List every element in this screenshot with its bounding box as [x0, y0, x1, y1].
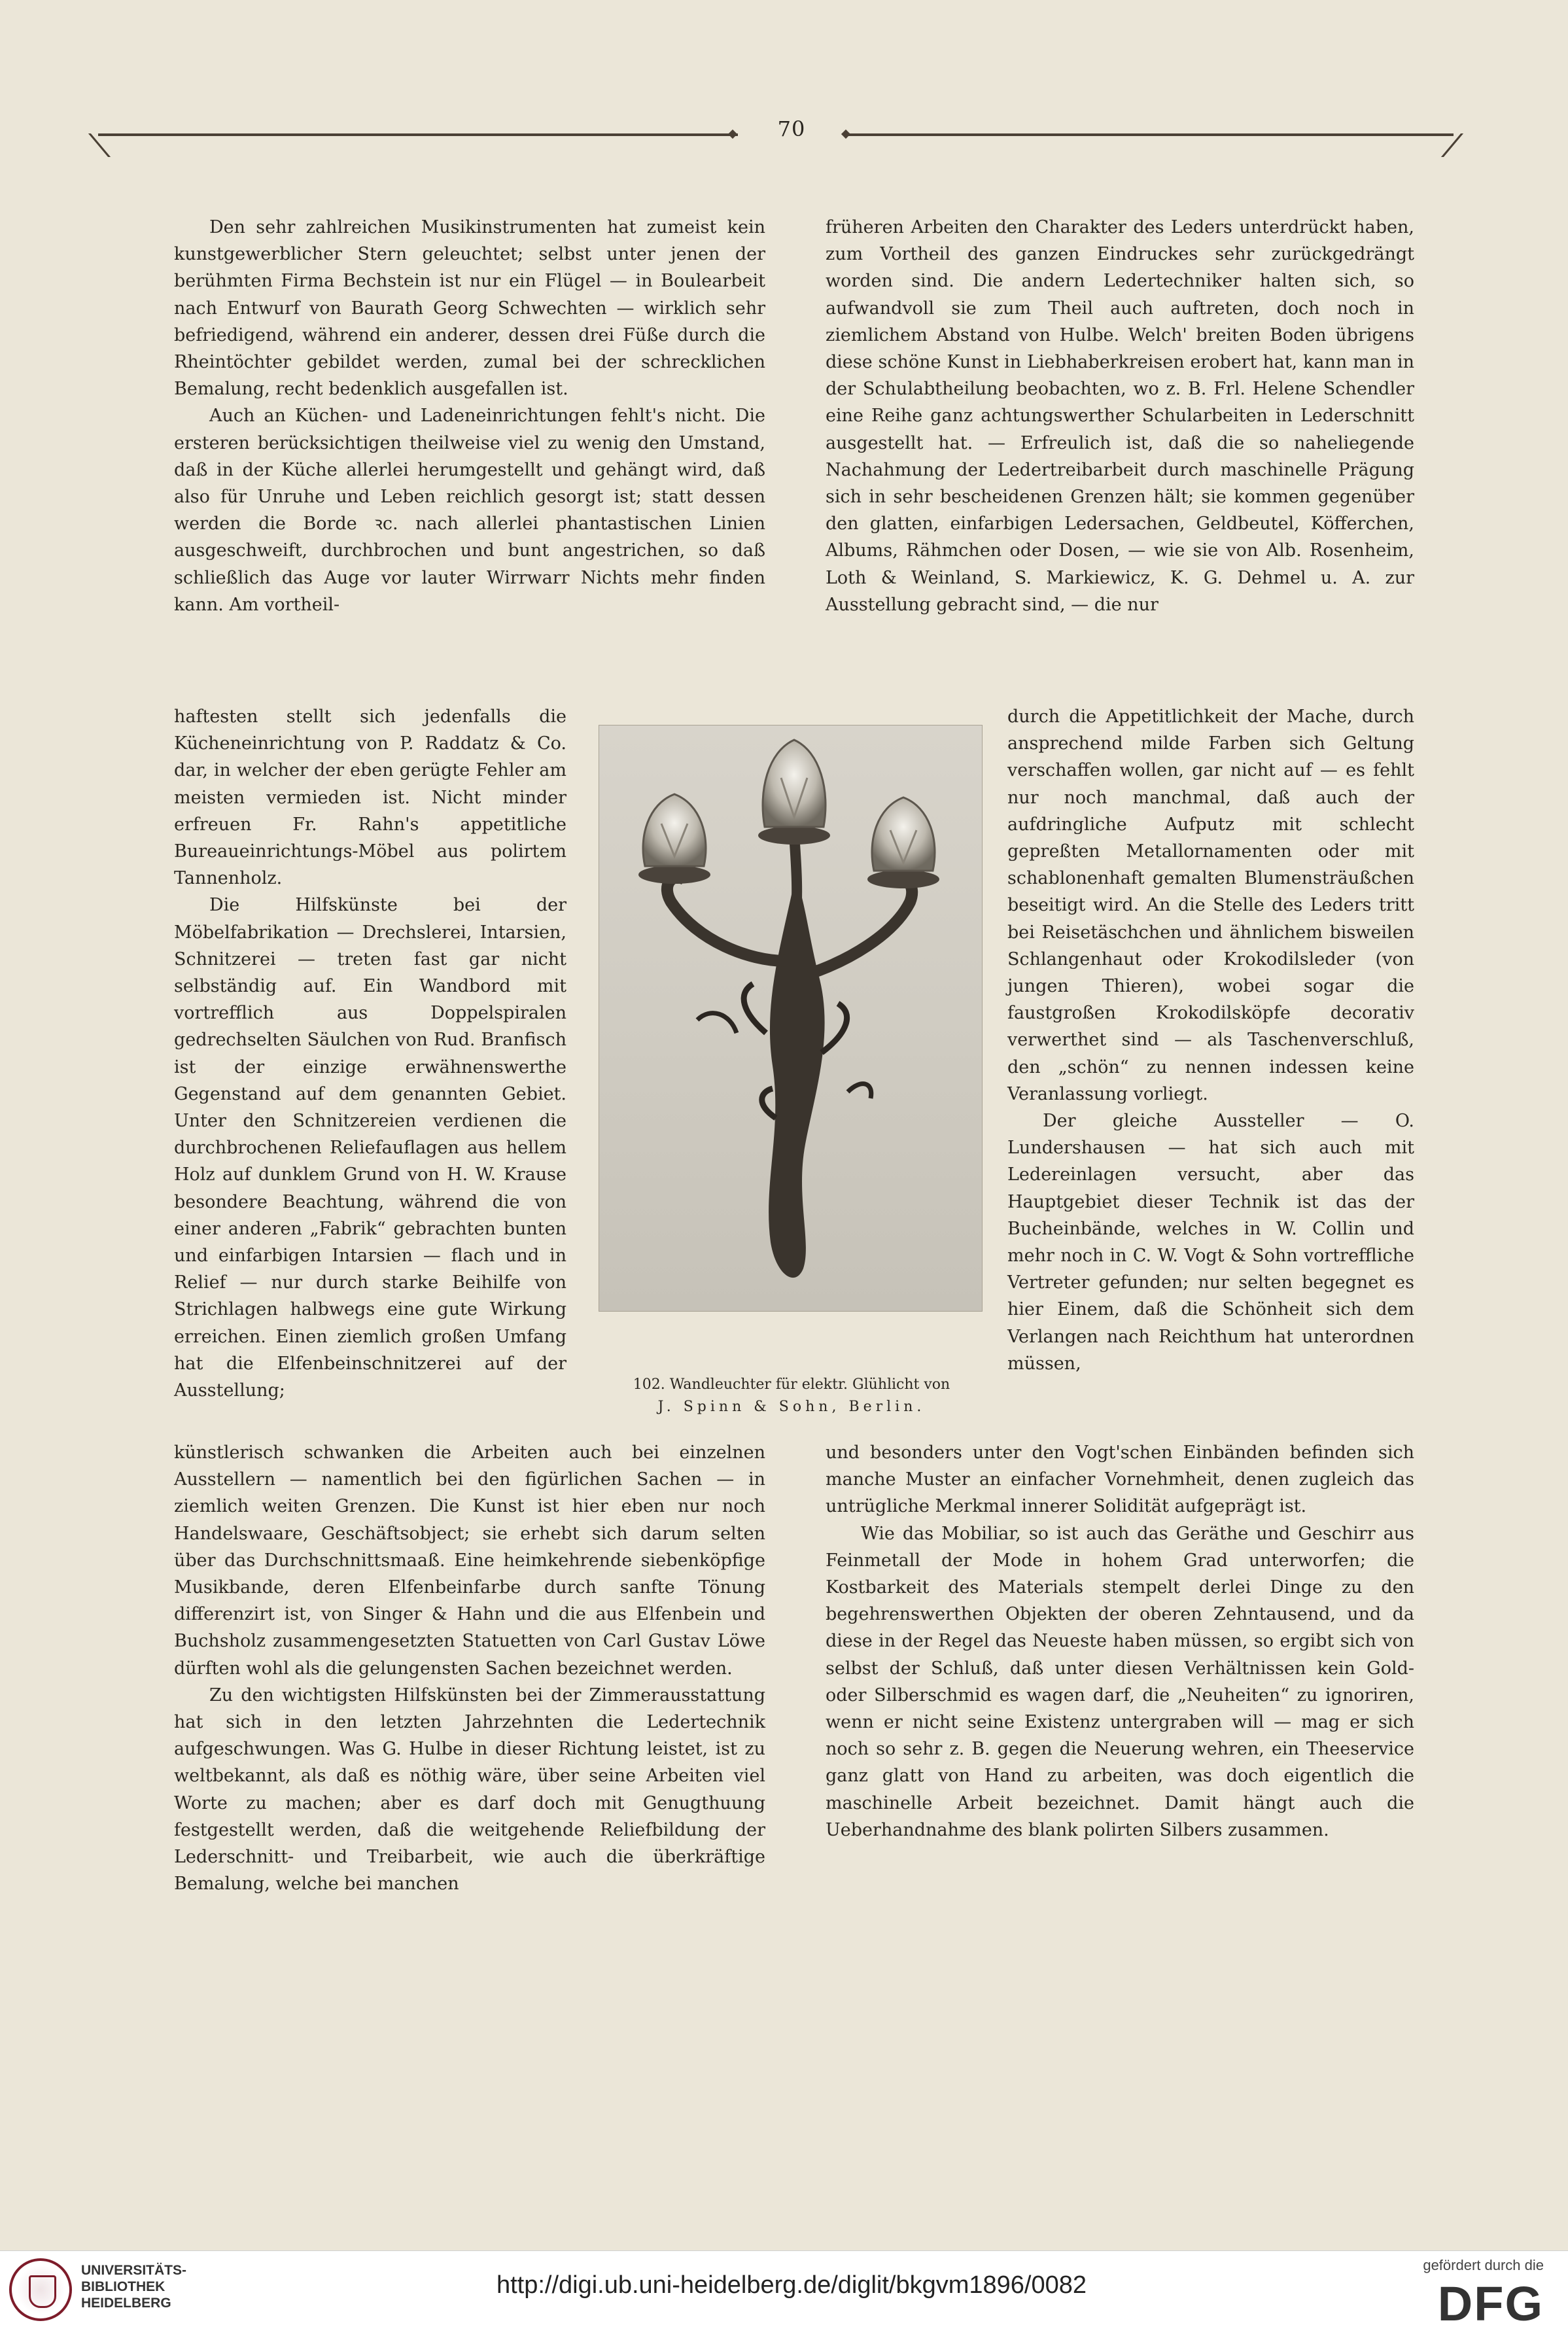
dfg-logo: DFG [1437, 2277, 1544, 2331]
header-ornament-right [841, 127, 851, 141]
figure-wall-sconce-photo [599, 725, 983, 1312]
source-url-link[interactable]: http://digi.ub.uni-heidelberg.de/diglit/bkgvm1896/0082 [496, 2271, 1087, 2299]
paragraph: früheren Arbeiten den Charakter des Leders unterdrückt haben, zum Vortheil des ganzen Eindruckes sehr zurückgedrängt worden sind. Die andern Ledertechniker halten sich, so aufwandvoll sie zum Theil auch auftreten, doch noch in ziemlichem Abstand von Hulbe. Welch' breiten Boden übrigens diese schöne Kunst in Liebhaberkreisen erobert hat, kann man in der Schulabtheilung beobachten, wo z. B. Frl. Helene Schendler eine Reihe ganz achtungswerther Schularbeiten in Lederschnitt ausgestellt hat. — Erfreulich ist, daß die so naheliegende Nachahmung der Ledertreibarbeit durch maschinelle Prägung sich in sehr bescheidenen Grenzen hält; sie kommen gegenüber den glatten, einfarbigen Ledersachen, Geldbeutel, Köfferchen, Albums, Rähmchen oder Dosen, — wie sie von Alb. Rosenheim, Loth & Weinland, S. Markiewicz, K. G. Dehmel u. A. zur Ausstellung gebracht sind, — die nur [826, 217, 1414, 615]
paragraph: Die Hilfskünste bei der Möbelfabrikation — Drechslerei, Intarsien, Schnitzerei — treten fast gar nicht selbständig auf. Ein Wandbord mit vortrefflich aus Doppelspiralen gedrechselten Säulchen von Rud. Branfisch ist der einzige erwähnenswerthe Gegenstand auf dem genannten Gebiet. Unter den Schnitzereien verdienen die durchbrochenen Reliefauflagen aus hellem Holz auf dunklem Grund von H. W. Krause besondere Beachtung, während die von einer anderen „Fabrik“ gebrachten bunten und einfarbigen Intarsien — flach und in Relief — nur durch starke Beihilfe von Strichlagen halbwegs eine gute Wirkung erreichen. Einen ziemlich großen Umfang hat die Elfenbeinschnitzerei auf der Ausstellung; [174, 895, 566, 1401]
paragraph: durch die Appetitlichkeit der Mache, durch ansprechend milde Farben sich Geltung verschaffen wollen, gar nicht auf — es fehlt nur noch manchmal, daß auch der aufdringliche Aufputz mit schlecht gepreßten Metallornamenten oder mit schablonenhaft gemalten Blumensträußchen beseitigt wird. An die Stelle des Leders tritt bei Reisetäschchen und ähnlichem bisweilen Schlangenhaut oder Krokodilsleder (von jungen Thieren), wobei sogar die faustgroßen Krokodilsköpfe decorativ verwerthet sind — als Taschenverschluß, den „schön“ zu nennen indessen keine Veranlassung vorliegt. [1007, 707, 1414, 1104]
left-column-beside-figure [174, 703, 566, 1436]
figure-caption-line: J. Spinn & Sohn, Berlin. [657, 1399, 926, 1415]
right-column-beside-figure [1007, 703, 1414, 1436]
right-column-top [826, 214, 1414, 698]
page-number: 70 [777, 116, 806, 141]
paragraph: und besonders unter den Vogt'schen Einbänden befinden sich manche Muster an einfacher Vornehmheit, denen zugleich das untrügliche Merkmal innerer Solidität aufgeprägt ist. [826, 1442, 1414, 1517]
paragraph: Auch an Küchen- und Ladeneinrichtungen fehlt's nicht. Die ersteren berücksichtigen theilweise viel zu wenig den Umstand, daß in der Küche allerlei herumgestellt und gehängt wird, daß also für Unruhe und Leben reichlich gesorgt ist; statt dessen werden die Borde ꝛc. nach allerlei phantastischen Linien ausgeschweift, durchbrochen und bunt angestrichen, so daß schließlich das Auge vor lauter Wirrwarr Nichts mehr finden kann. Am vortheil- [174, 406, 765, 615]
library-name-line: BIBLIOTHEK [81, 2279, 166, 2294]
university-seal-icon [9, 2258, 72, 2321]
paragraph: haftesten stellt sich jedenfalls die Kücheneinrichtung von P. Raddatz & Co. dar, in welcher der eben gerügte Fehler am meisten vermieden ist. Nicht minder erfreuen Fr. Rahn's appetitliche Bureaueinrichtungs-Möbel aus polirtem Tannenholz. [174, 707, 566, 889]
header-rule-right [845, 133, 1454, 136]
header-rule-end-right [1441, 133, 1463, 157]
library-name [81, 2262, 277, 2311]
paragraph: Wie das Mobiliar, so ist auch das Geräthe und Geschirr aus Feinmetall der Mode in hohem Grad unterworfen; die Kostbarkeit des Materials stempelt derlei Dinge zu den begehrenswerthen Objekten der oberen Zehntausend, und da diese in der Regel das Neueste haben müssen, so ergibt sich von selbst der Schluß, daß unter diesen Verhältnissen kein Gold- oder Silberschmid es wagen darf, die „Neuheiten“ zu ignoriren, wenn er nicht seine Existenz untergraben will — mag er sich noch so sehr z. B. gegen die Neuerung wehren, ein Theeservice ganz glatt von Hand zu arbeiten, was doch eigentlich die maschinelle Arbeit bezeichnet. Damit hängt auch die Ueberhandnahme des blank polirten Silbers zusammen. [826, 1523, 1414, 1840]
wall-sconce-illustration [599, 725, 982, 1311]
figure-caption [589, 1374, 994, 1418]
paragraph: Zu den wichtigsten Hilfskünsten bei der Zimmerausstattung hat sich in den letzten Jahrzehnten die Ledertechnik aufgeschwungen. Was G. Hulbe in dieser Richtung leistet, ist zu weltbekannt, als daß es nöthig wäre, über seine Arbeiten viel Worte zu machen; aber es darf doch mit Genugthuung festgestellt werden, daß die weitgehende Reliefbildung der Lederschnitt- und Treibarbeit, wie auch die überkräftige Bemalung, welche bei manchen [174, 1685, 765, 1895]
library-name-line: HEIDELBERG [81, 2296, 171, 2311]
paragraph: künstlerisch schwanken die Arbeiten auch bei einzelnen Ausstellern — namentlich bei den figürlichen Sachen — in ziemlich weiten Grenzen. Die Kunst ist hier eben nur noch Handelswaare, Geschäftsobject; sie erhebt sich darum selten über das Durchschnittsmaaß. Eine heimkehrende siebenköpfige Musikbande, deren Elfenbeinfarbe durch sanfte Tönung differenzirt ist, von Singer & Hahn und die aus Elfenbein und Buchsholz zusammengesetzten Statuetten von Carl Gustav Löwe dürften wohl als die gelungensten Sachen bezeichnet werden. [174, 1442, 765, 1679]
right-column-bottom [826, 1439, 1414, 2008]
figure-caption-line: 102. Wandleuchter für elektr. Glühlicht von [633, 1376, 950, 1393]
header-ornament-left [727, 127, 738, 141]
library-name-line: UNIVERSITÄTS- [81, 2263, 187, 2278]
left-column-bottom [174, 1439, 765, 2008]
header-rule-end-left [88, 133, 111, 157]
header-rule-left [98, 133, 738, 136]
paragraph: Den sehr zahlreichen Musikinstrumenten hat zumeist kein kunstgewerblicher Stern geleuchtet; selbst unter jenen der berühmten Firma Bechstein ist nur ein Flügel — in Boulearbeit nach Entwurf von Baurath Georg Schwechten — wirklich sehr befriedigend, während ein anderer, dessen drei Füße durch die Rheintöchter gebildet werden, zumal bei der schrecklichen Bemalung, recht bedenklich ausgefallen ist. [174, 217, 765, 400]
funding-note: gefördert durch die [1423, 2257, 1544, 2273]
paragraph: Der gleiche Aussteller — O. Lundershausen — hat sich auch mit Ledereinlagen versucht, aber das Hauptgebiet dieser Technik ist das der Bucheinbände, welches in W. Collin und mehr noch in C. W. Vogt & Sohn vortreffliche Vertreter gefunden; nur selten begegnet es hier Einem, daß die Schönheit sich dem Verlangen nach Reichthum hat unterordnen müssen, [1007, 1111, 1414, 1374]
